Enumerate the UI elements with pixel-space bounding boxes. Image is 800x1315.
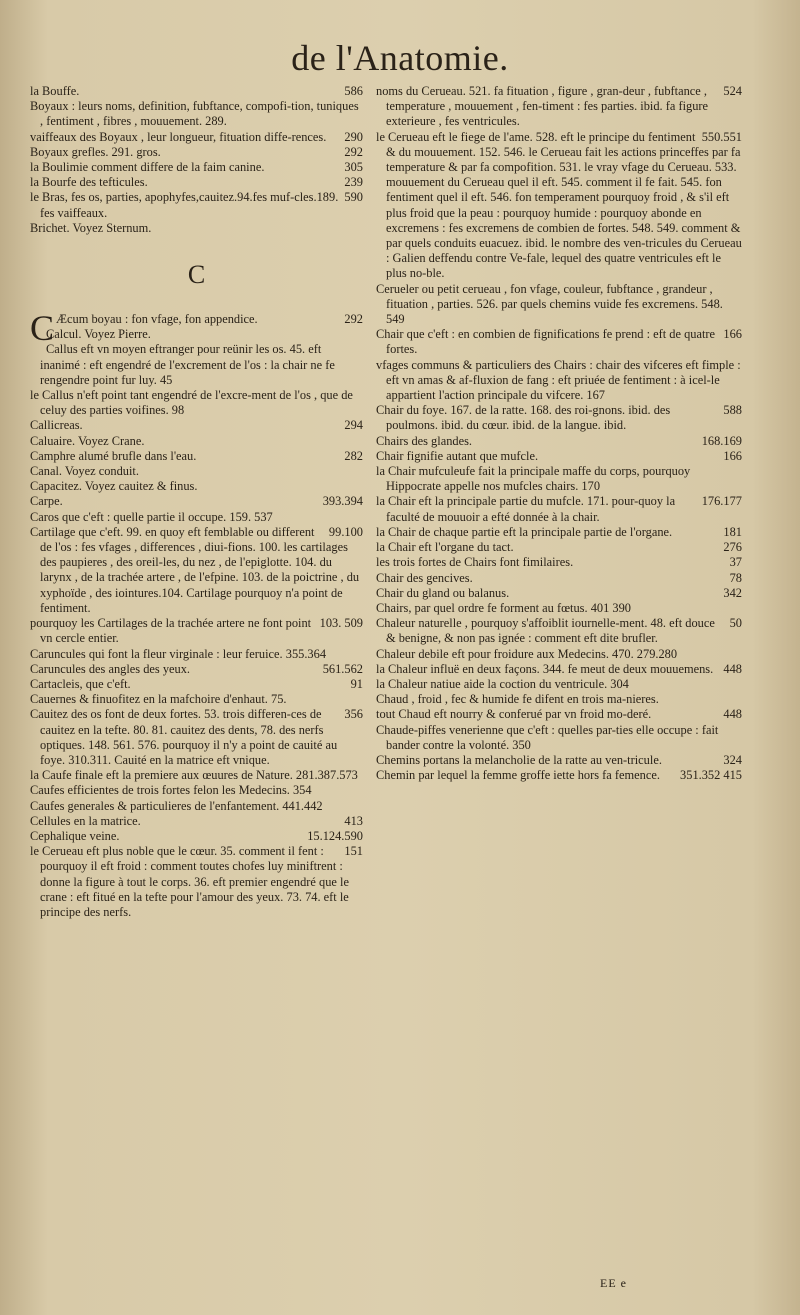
entry-text: le Cerueau eft le fiege de l'ame. 528. eft le principe du fentiment & du mouuement. 152. 546. le Cerueau fait les actions princeffes par fa temperature & par fa compofition. 531. le vray vfage du Cerueau. 533. mouuement du Cerueau quel il eft. 545. comment il fe fait. 545. fon fentiment quel il eft. 546. fon temperament pourquoy froid , & s'il eft plus froid que la peau : pourquoy humide : pourquoy abonde en excremens : fes excremens de combien de fortes. 548. 549. comment & par quels conduits euacuez. ibid. le nombre des ven-tricules du Cerueau : Galien deffendu contre Ve-fale, lequel des quatre ventricules eft le plus no-ble. bbox=[376, 129, 742, 281]
entry-text: Chairs des glandes. bbox=[376, 433, 473, 448]
entry-text: vaiffeaux des Boyaux , leur longueur, fituation diffe-rences. bbox=[30, 129, 327, 144]
page-ref: 324 bbox=[723, 752, 742, 767]
entry-text: la Chair eft l'organe du tact. bbox=[376, 540, 514, 555]
index-entry bbox=[30, 175, 363, 190]
page-ref: 413 bbox=[344, 813, 363, 828]
page-ref: 78 bbox=[729, 570, 742, 585]
index-entry bbox=[376, 677, 742, 692]
entry-text: Calcul. Voyez Pierre. bbox=[46, 327, 151, 342]
index-entry bbox=[376, 662, 742, 677]
entry-text: vfages communs & particuliers des Chairs : chair des vifceres eft fimple : eft vn amas & af-fluxion de fang : eft priuée de fentiment : à icel-le appartient l'action principale du vifcere. 167 bbox=[376, 357, 741, 403]
entry-text: Cerueler ou petit cerueau , fon vfage, couleur, fubftance , grandeur , fituation , parties. 526. par quels chemins vuide fes excremens. 548. 549 bbox=[376, 281, 723, 327]
entry-text: tout Chaud eft nourry & conferué par vn froid mo-deré. bbox=[376, 707, 652, 722]
index-entry bbox=[376, 723, 742, 753]
index-entry bbox=[30, 434, 363, 449]
entry-text: Camphre alumé brufle dans l'eau. bbox=[30, 448, 197, 463]
index-entry bbox=[376, 571, 742, 586]
entry-text: la Boulimie comment differe de la faim canine. bbox=[30, 160, 265, 175]
entry-text: Cephalique veine. bbox=[30, 828, 120, 843]
entry-text: Caufes efficientes de trois fortes felon les Medecins. 354 bbox=[30, 783, 312, 798]
page-ref: 239 bbox=[344, 175, 363, 190]
entry-text: noms du Cerueau. 521. fa fituation , figure , gran-deur , fubftance , temperature , mouuement , fen-timent : fes parties. ibid. fa figure exterieure , fes ventricules. bbox=[376, 84, 709, 129]
index-entry bbox=[30, 190, 363, 220]
entry-text: Caros que c'eft : quelle partie il occupe. 159. 537 bbox=[30, 509, 273, 524]
page-ref: 15.124.590 bbox=[307, 828, 363, 843]
index-entry bbox=[376, 707, 742, 722]
entry-text: Cartilage que c'eft. 99. en quoy eft femblable ou different de l'os : fes vfages , differences , diui-fions. 100. les cartilages des paupieres , des oreil-les, du nez , de l'epiglotte. 104. du larynx , de la trachée artere , de l'efpine. 103. de la poictrine , du xyphoïde , des iointures.104. Cartilage pourquoy n'a point de fentiment. bbox=[30, 524, 360, 615]
entry-text: Cartacleis, que c'eft. bbox=[30, 676, 131, 691]
entry-text: la Chair eft la principale partie du mufcle. 171. pour-quoy la faculté de mouuoir a efté donnée à la chair. bbox=[376, 494, 676, 524]
index-entry bbox=[30, 160, 363, 175]
index-entry bbox=[376, 540, 742, 555]
index-entry bbox=[376, 434, 742, 449]
index-entry bbox=[376, 616, 742, 646]
entry-text: Carpe. bbox=[30, 494, 63, 509]
index-entry bbox=[30, 494, 363, 509]
index-entry bbox=[30, 130, 363, 145]
index-entry bbox=[30, 844, 363, 920]
entry-text: Boyaux : leurs noms, definition, fubftance, compofi-tion, tuniques , fentiment , fibres , mouuement. 289. bbox=[30, 99, 359, 129]
page-ref: 448 bbox=[723, 661, 742, 676]
index-entry bbox=[376, 647, 742, 662]
index-entry bbox=[30, 99, 363, 129]
entry-text: Canal. Voyez conduit. bbox=[30, 464, 139, 479]
entry-text: Chair fignifie autant que mufcle. bbox=[376, 448, 539, 463]
index-entry bbox=[30, 799, 363, 814]
page-ref: 282 bbox=[344, 448, 363, 463]
page-ref: 176.177 bbox=[701, 494, 742, 509]
entry-text: Caluaire. Voyez Crane. bbox=[30, 433, 145, 448]
entry-text: la Chaleur influë en deux façons. 344. fe meut de deux mouuemens. bbox=[376, 661, 714, 676]
section-letter: C bbox=[187, 260, 206, 290]
page-ref: 561.562 bbox=[322, 661, 363, 676]
index-entry bbox=[376, 84, 742, 130]
entry-text: Cauernes & finuofitez en la mafchoire d'enhaut. 75. bbox=[30, 692, 287, 707]
page-ref: 294 bbox=[344, 418, 363, 433]
page-ref: 550.551 bbox=[701, 129, 742, 144]
entry-text: Caruncules des angles des yeux. bbox=[30, 661, 191, 676]
index-entry bbox=[30, 707, 363, 768]
entry-text: Caufes generales & particulieres de l'enfantement. 441.442 bbox=[30, 798, 323, 813]
page-ref: 151 bbox=[344, 844, 363, 859]
entry-text: Cellules en la matrice. bbox=[30, 813, 141, 828]
page-ref: 292 bbox=[344, 144, 363, 159]
drop-cap: C bbox=[30, 308, 55, 349]
page-ref: 37 bbox=[729, 555, 742, 570]
entry-text: Chair du gland ou balanus. bbox=[376, 585, 510, 600]
index-entry bbox=[376, 692, 742, 707]
entry-text: Callus eft vn moyen eftranger pour reünir les os. 45. eft inanimé : eft engendré de l'excrement de l'os : la chair ne fe rengendre point fur luy. 45 bbox=[40, 342, 335, 387]
index-entry bbox=[30, 510, 363, 525]
page-ref: 305 bbox=[344, 160, 363, 175]
entry-text: Chair des gencives. bbox=[376, 570, 473, 585]
index-entry bbox=[30, 84, 363, 99]
entry-text: la Bouffe. bbox=[30, 84, 80, 98]
index-entry bbox=[376, 753, 742, 768]
entry-text: les trois fortes de Chairs font fimilaires. bbox=[376, 555, 574, 570]
entry-text: Chemin par lequel la femme groffe iette hors fa femence. bbox=[376, 768, 660, 783]
page-ref: 168.169 bbox=[701, 433, 742, 448]
left-entries-b bbox=[30, 84, 363, 236]
catchword: EE e bbox=[600, 1276, 627, 1290]
entry-text: Capacitez. Voyez cauitez & finus. bbox=[30, 479, 198, 494]
page-ref: 586 bbox=[344, 84, 363, 98]
page-ref: 524 bbox=[723, 84, 742, 98]
index-entry bbox=[30, 616, 363, 646]
index-entry bbox=[30, 814, 363, 829]
page-ref: 292 bbox=[344, 312, 363, 327]
page-ref: 342 bbox=[723, 585, 742, 600]
index-entry bbox=[376, 586, 742, 601]
running-title: de l'Anatomie. bbox=[291, 38, 509, 78]
index-entry bbox=[30, 768, 363, 783]
entry-text: Caruncules qui font la fleur virginale : leur feruice. 355.364 bbox=[30, 646, 327, 661]
index-entry bbox=[376, 282, 742, 328]
entry-text: Chairs, par quel ordre fe forment au fœtus. 401 390 bbox=[376, 600, 631, 615]
right-entries bbox=[376, 84, 742, 783]
index-entry bbox=[30, 388, 363, 418]
entry-text: le Callus n'eft point tant engendré de l'excre-ment de l'os , que de celuy des parties voifines. 98 bbox=[30, 388, 353, 418]
index-entry bbox=[30, 692, 363, 707]
page-ref: 448 bbox=[723, 707, 742, 722]
index-entry bbox=[376, 601, 742, 616]
index-entry bbox=[30, 449, 363, 464]
index-entry bbox=[376, 130, 742, 282]
entry-text: Chaleur debile eft pour froidure aux Medecins. 470. 279.280 bbox=[376, 646, 678, 661]
entry-text: la Chair de chaque partie eft la principale partie de l'organe. bbox=[376, 524, 673, 539]
index-entry bbox=[30, 662, 363, 677]
index-entry bbox=[30, 342, 363, 388]
index-entry bbox=[30, 647, 363, 662]
index-entry bbox=[30, 464, 363, 479]
page-ref: 50 bbox=[729, 616, 742, 631]
page-ref: 99.100 bbox=[328, 524, 363, 539]
index-entry bbox=[376, 449, 742, 464]
index-entry bbox=[30, 525, 363, 616]
page-ref: 356 bbox=[344, 707, 363, 722]
entry-text: Boyaux grefles. 291. gros. bbox=[30, 144, 161, 159]
entry-text: Chair du foye. 167. de la ratte. 168. des roi-gnons. ibid. des poulmons. ibid. du cœur. ibid. de la langue. ibid. bbox=[376, 403, 671, 433]
entry-text: la Caufe finale eft la premiere aux œuures de Nature. 281.387.573 bbox=[30, 768, 358, 783]
page-ref: 103. 509 bbox=[319, 616, 363, 631]
page-ref: 181 bbox=[723, 524, 742, 539]
index-entry bbox=[30, 479, 363, 494]
index-entry bbox=[30, 829, 363, 844]
page-ref: 166 bbox=[723, 327, 742, 342]
entry-text: la Chair mufculeufe fait la principale maffe du corps, pourquoy Hippocrate appelle nos mufcles chairs. 170 bbox=[376, 464, 691, 494]
entry-text: Brichet. Voyez Sternum. bbox=[30, 220, 152, 235]
page-ref: 166 bbox=[723, 448, 742, 463]
page-ref: 588 bbox=[723, 403, 742, 418]
entry-text: la Bourfe des tefticules. bbox=[30, 175, 148, 190]
entry-text: le Cerueau eft plus noble que le cœur. 35. comment il fent : pourquoy il eft froid : comment toutes chofes luy miniftrent : donne la figure à tout le corps. 36. eft premier engendré que le crane : eft fitué en la tefte pour l'amour des yeux. 73. 74. eft le principe des nerfs. bbox=[30, 844, 349, 919]
index-entry bbox=[30, 418, 363, 433]
index-entry bbox=[30, 145, 363, 160]
entry-text: la Chaleur natiue aide la coction du ventricule. 304 bbox=[376, 676, 629, 691]
index-entry bbox=[376, 555, 742, 570]
index-entry bbox=[376, 464, 742, 494]
index-entry bbox=[30, 677, 363, 692]
entry-text: Chaude-piffes venerienne que c'eft : quelles par-ties elle occupe : fait bander contre la volonté. 350 bbox=[376, 722, 719, 752]
index-entry bbox=[376, 768, 742, 783]
entry-text: Callicreas. bbox=[30, 418, 83, 433]
entry-text: le Bras, fes os, parties, apophyfes,cauitez.94.fes muf-cles.189. fes vaiffeaux. bbox=[30, 190, 339, 220]
page-ref: 351.352 415 bbox=[680, 768, 742, 783]
page-ref: 393.394 bbox=[322, 494, 363, 509]
index-entry bbox=[376, 403, 742, 433]
index-entry bbox=[376, 327, 742, 357]
left-entries-c bbox=[30, 327, 363, 920]
page-ref: 276 bbox=[723, 540, 742, 555]
entry-text: Chemins portans la melancholie de la ratte au ven-tricule. bbox=[376, 752, 662, 767]
page-ref: 590 bbox=[344, 190, 363, 205]
index-entry bbox=[376, 494, 742, 524]
entry-text: Chaleur naturelle , pourquoy s'affoiblit iournelle-ment. 48. eft douce & benigne, & non pas ignée : comment eft dite brufler. bbox=[376, 616, 715, 646]
page-ref: 91 bbox=[350, 676, 363, 691]
index-entry bbox=[30, 327, 363, 342]
index-entry bbox=[376, 358, 742, 404]
index-entry bbox=[30, 783, 363, 798]
page-ref: 290 bbox=[344, 129, 363, 144]
entry-text: Chair que c'eft : en combien de fignifications fe prend : eft de quatre fortes. bbox=[376, 327, 716, 357]
index-entry bbox=[30, 221, 363, 236]
entry-text: Æcum boyau : fon vfage, fon appendice. bbox=[56, 312, 258, 327]
index-column-right bbox=[376, 84, 742, 783]
entry-text: Chaud , froid , fec & humide fe difent en trois ma-nieres. bbox=[376, 692, 659, 707]
index-column-left bbox=[30, 84, 363, 920]
entry-text: Cauitez des os font de deux fortes. 53. trois differen-ces de cauitez en la tefte. 80. 81. cauitez des dents, 78. des nerfs optiques. 148. 561. 576. pourquoy il n'y a point de cauité au foye. 310.311. Cauité en la matrice eft vnique. bbox=[30, 707, 338, 767]
index-entry bbox=[376, 525, 742, 540]
entry-text: pourquoy les Cartilages de la trachée artere ne font point vn cercle entier. bbox=[30, 616, 312, 646]
